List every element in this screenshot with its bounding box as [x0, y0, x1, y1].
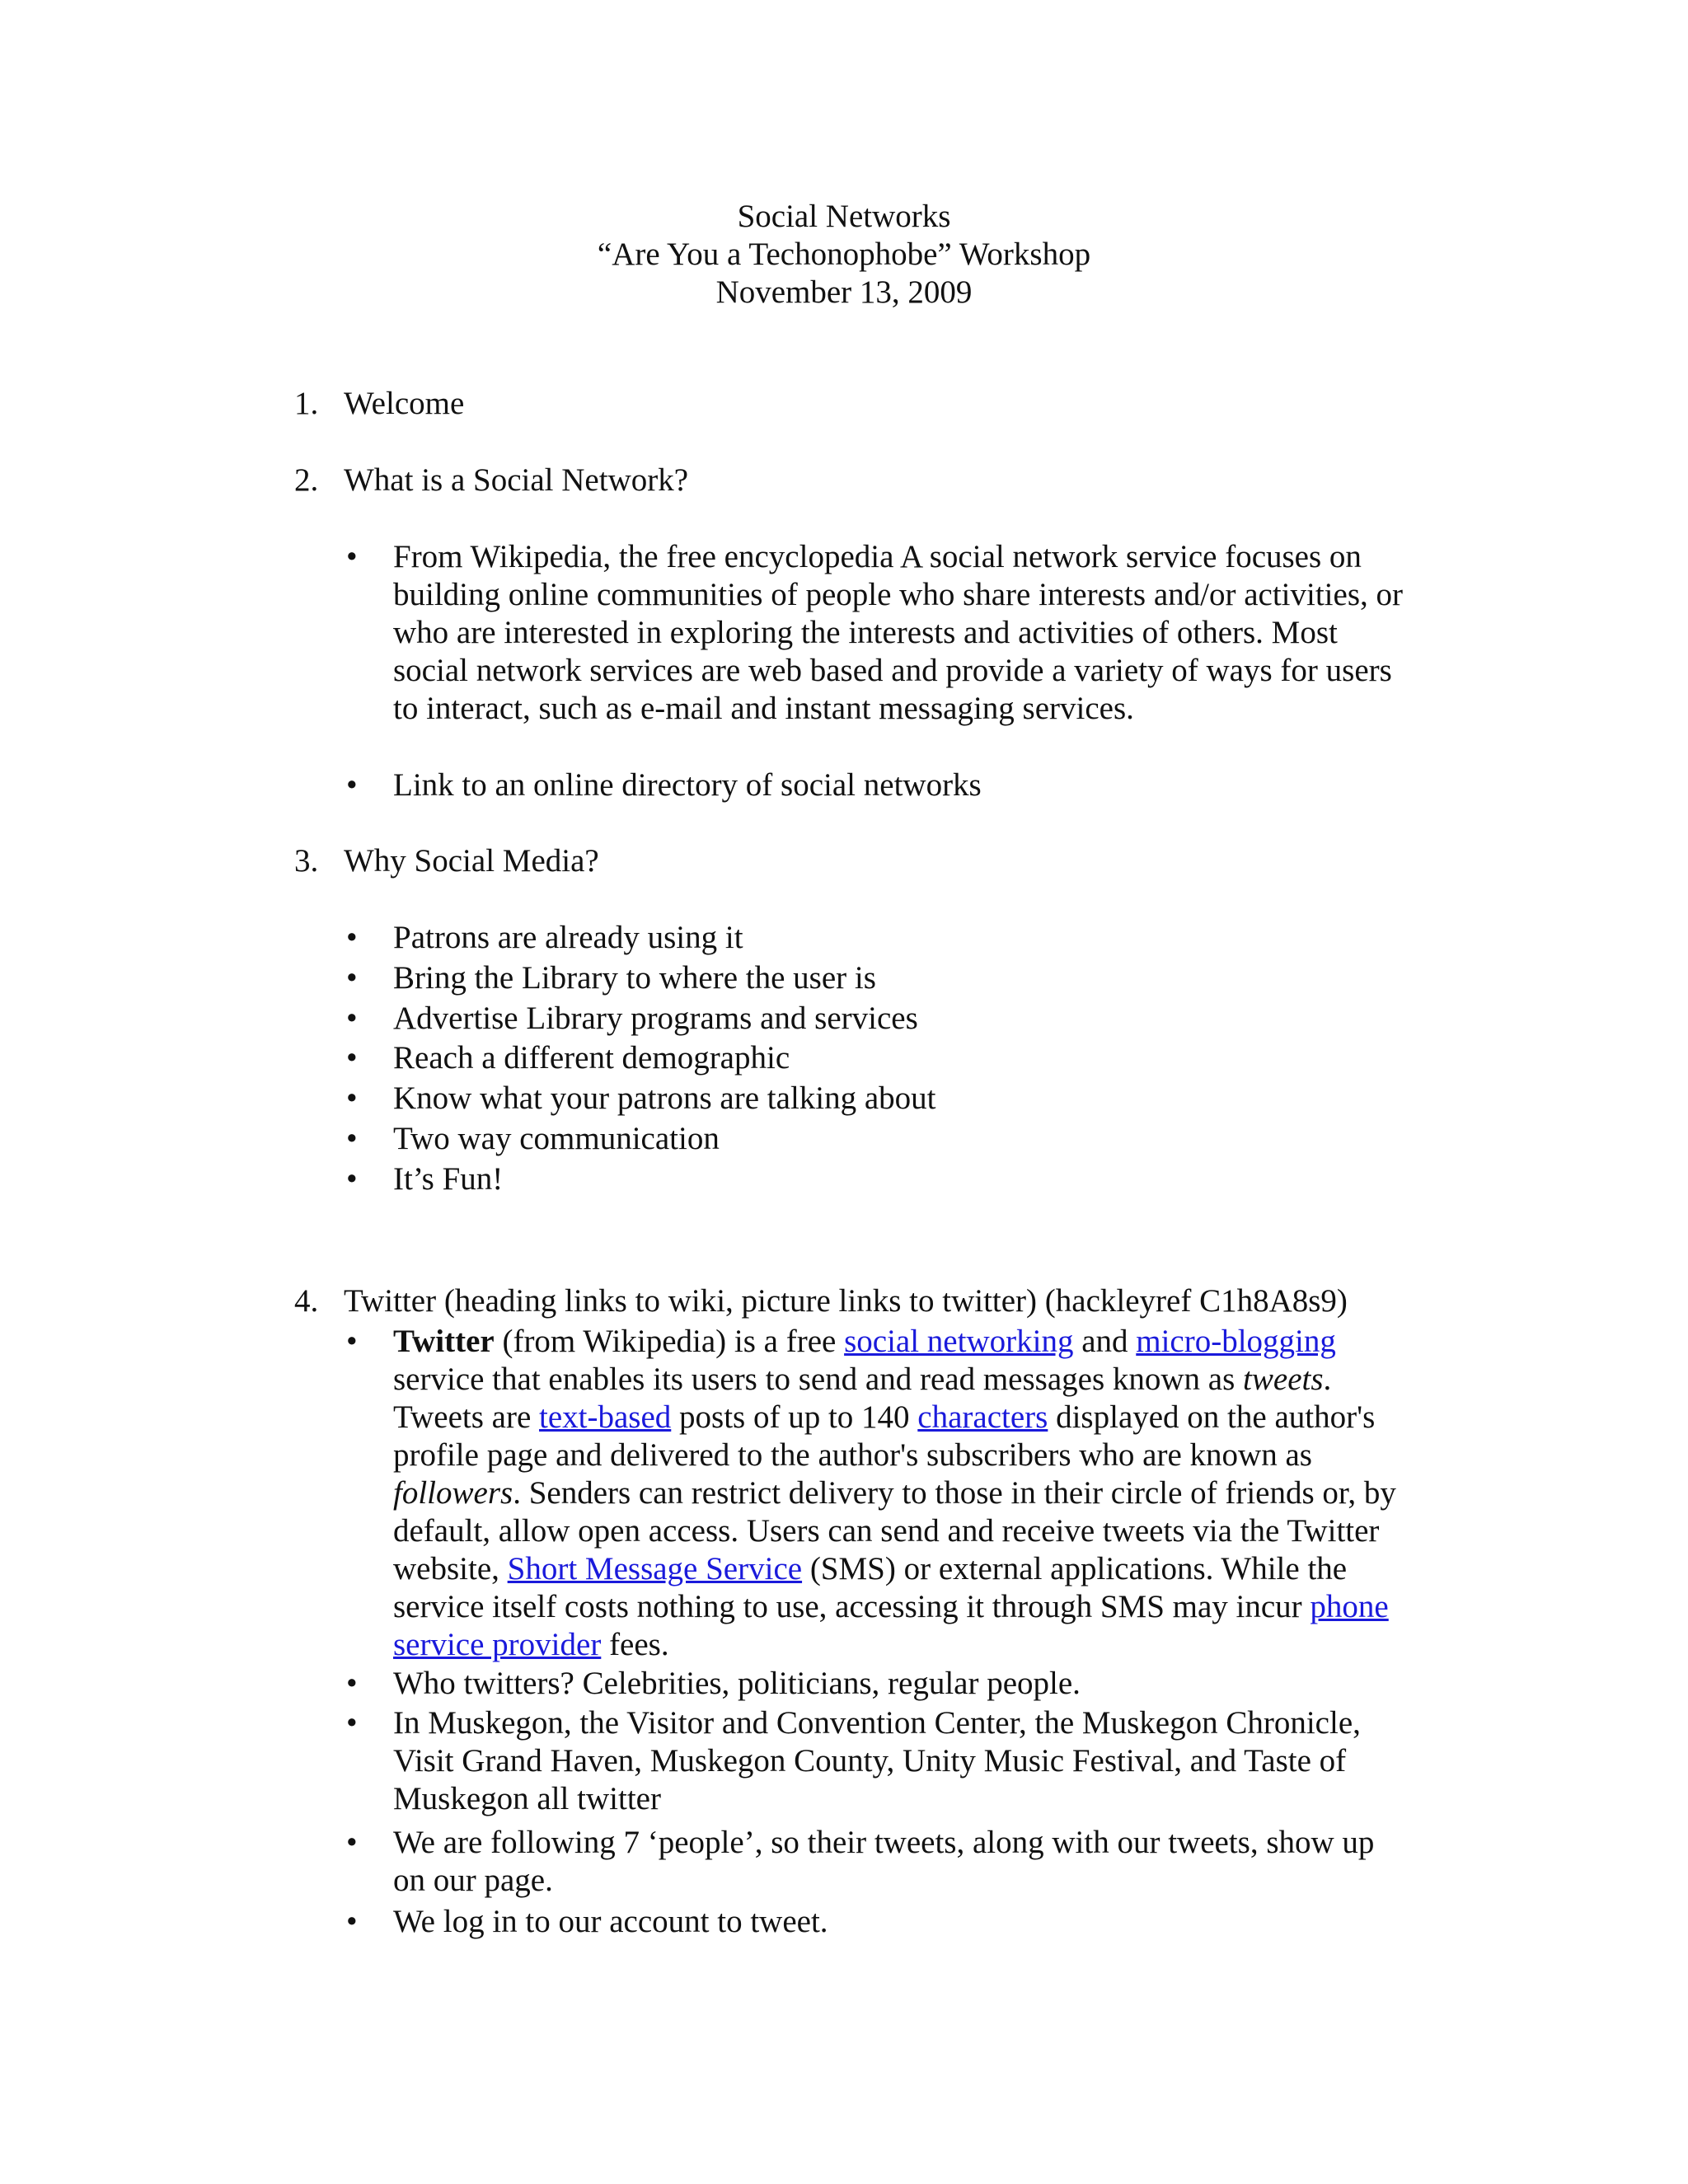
- text-line: building online communities of people who share interests and/or activities, or: [393, 577, 1403, 612]
- text-run: service that enables its users to send and read messages known as: [393, 1361, 1244, 1397]
- text-run: (SMS) or external applications. While the: [802, 1551, 1348, 1586]
- bullet-icon: •: [346, 1705, 358, 1741]
- text-line: [393, 1588, 1432, 1626]
- text-line: who are interested in exploring the interests and activities of others. Most: [393, 615, 1338, 650]
- section-2-number: 2.: [294, 462, 319, 498]
- header-date: November 13, 2009: [715, 274, 973, 310]
- text-run: .: [1323, 1361, 1332, 1397]
- text-line: From Wikipedia, the free encyclopedia A social network service focuses on: [393, 539, 1362, 574]
- text-line: default, allow open access. Users can send and receive tweets via the Twitter: [393, 1513, 1380, 1549]
- text-run: website,: [393, 1551, 508, 1586]
- text-line: Two way communication: [393, 1121, 720, 1156]
- bullet-icon: •: [346, 1666, 358, 1701]
- text-line: [393, 1626, 1432, 1664]
- text-run: displayed on the author's: [1048, 1399, 1376, 1435]
- text-line: [393, 1474, 1432, 1512]
- bullet-icon: •: [346, 539, 358, 574]
- section-2-title: What is a Social Network?: [344, 462, 689, 498]
- short-message-service-link[interactable]: Short Message Service: [507, 1551, 803, 1586]
- text-run: fees.: [601, 1627, 669, 1662]
- text-line: Visit Grand Haven, Muskegon County, Unity Music Festival, and Taste of: [393, 1743, 1347, 1779]
- text-line: profile page and delivered to the author's subscribers who are known as: [393, 1437, 1312, 1473]
- section-4-title[interactable]: Twitter (heading links to wiki, picture links to twitter) (hackleyref C1h8A8s9): [344, 1283, 1348, 1319]
- section-1-title: Welcome: [344, 386, 465, 421]
- text-line: We are following 7 ‘people’, so their tweets, along with our tweets, show up: [393, 1825, 1375, 1860]
- micro-blogging-link[interactable]: micro-blogging: [1136, 1324, 1336, 1359]
- bullet-icon: •: [346, 1080, 358, 1116]
- text-line: We log in to our account to tweet.: [393, 1904, 828, 1939]
- bullet-icon: •: [346, 1825, 358, 1860]
- text-run: posts of up to 140: [671, 1399, 918, 1435]
- bullet-icon: •: [346, 1001, 358, 1036]
- text-line: Advertise Library programs and services: [393, 1001, 918, 1036]
- bullet-icon: •: [346, 1040, 358, 1076]
- header-subtitle: “Are You a Techonophobe” Workshop: [597, 237, 1091, 272]
- text-line: [393, 1550, 1432, 1588]
- text-line: to interact, such as e-mail and instant messaging services.: [393, 691, 1134, 726]
- text-line: social network services are web based and provide a variety of ways for users: [393, 653, 1392, 688]
- bullet-icon: •: [346, 1904, 358, 1939]
- document-header: [0, 198, 1688, 312]
- phone-link[interactable]: phone: [1310, 1589, 1389, 1624]
- text-run: . Senders can restrict delivery to those in their circle of friends or, by: [513, 1475, 1396, 1511]
- section-3-title: Why Social Media?: [344, 843, 599, 879]
- text-run: service itself costs nothing to use, accessing it through SMS may incur: [393, 1589, 1311, 1624]
- directory-link-text: Link to an online directory of social networks: [393, 767, 982, 803]
- text-line: Know what your patrons are talking about: [393, 1080, 936, 1116]
- text-line: [393, 1361, 1432, 1399]
- text-line: Muskegon all twitter: [393, 1781, 661, 1816]
- text-run: and: [1073, 1324, 1137, 1359]
- bullet-icon: •: [346, 1161, 358, 1197]
- text-line: Patrons are already using it: [393, 920, 743, 955]
- wikipedia-definition: [393, 538, 1432, 728]
- characters-link[interactable]: characters: [917, 1399, 1048, 1435]
- service-provider-link[interactable]: service provider: [393, 1627, 602, 1662]
- text-based-link[interactable]: text-based: [539, 1399, 672, 1435]
- text-line: Who twitters? Celebrities, politicians, regular people.: [393, 1666, 1081, 1701]
- section-3-number: 3.: [294, 843, 319, 879]
- text-line: It’s Fun!: [393, 1161, 504, 1197]
- text-line: [393, 1323, 1432, 1361]
- tweets-italic: tweets: [1243, 1361, 1324, 1397]
- text-run: (from Wikipedia) is a free: [494, 1324, 845, 1359]
- text-line: Bring the Library to where the user is: [393, 960, 876, 996]
- bullet-icon: •: [346, 920, 358, 955]
- social-networking-link[interactable]: social networking: [844, 1324, 1074, 1359]
- section-1-number: 1.: [294, 386, 319, 421]
- bullet-icon: •: [346, 960, 358, 996]
- text-line: Reach a different demographic: [393, 1040, 790, 1076]
- twitter-definition: [393, 1323, 1432, 1664]
- text-run: Tweets are: [393, 1399, 540, 1435]
- bullet-icon: •: [346, 767, 358, 803]
- bullet-icon: •: [346, 1324, 358, 1359]
- section-4-number: 4.: [294, 1283, 319, 1319]
- twitter-bold-term: Twitter: [393, 1324, 495, 1359]
- header-title: Social Networks: [737, 199, 951, 234]
- text-line: In Muskegon, the Visitor and Convention Center, the Muskegon Chronicle,: [393, 1705, 1361, 1741]
- text-line: [393, 1399, 1432, 1436]
- text-line: on our page.: [393, 1863, 553, 1898]
- followers-italic: followers: [393, 1475, 513, 1511]
- bullet-icon: •: [346, 1121, 358, 1156]
